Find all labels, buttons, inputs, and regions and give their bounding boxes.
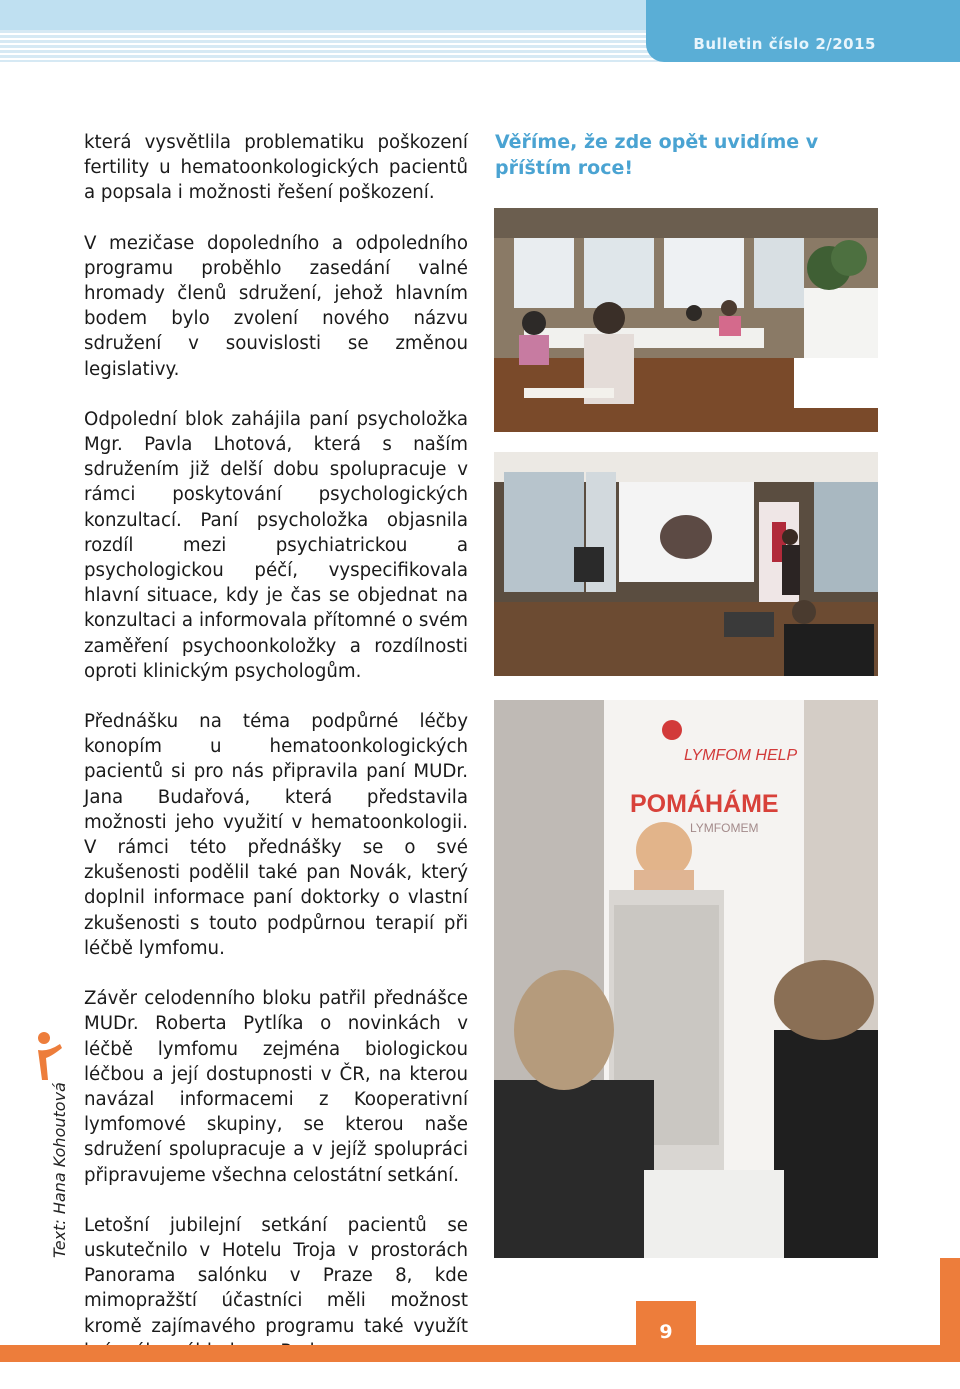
- photo-lecture-projector: [494, 452, 878, 676]
- banner-logo-text: LYMFOM HELP: [684, 747, 798, 764]
- author-credit: Text: Hana Kohoutová: [50, 1082, 69, 1258]
- header-band: [0, 0, 650, 30]
- article-paragraph-4: Přednášku na téma podpůrné léčby konopím u hematoonkologických pacientů si pro nás připravila paní MUDr. Jana Budařová, která představila možnosti jeho využití v hematoonkologii. V rámci této přednášky se o své zkušenosti podělil také pan Novák, který doplnil informace paní doktorky o vlastní zkušenosti s touto podpůrnou terapií při léčbě lymfomu.: [84, 711, 468, 959]
- article-paragraph-1: která vysvětlila problematiku poškození fertility u hematoonkologických pacientů a popsala i možnosti řešení poškození.: [84, 132, 468, 204]
- article-paragraph-2: V mezičase dopoledního a odpoledního programu proběhlo zasedání valné hromady členů sdružení, jehož hlavním bodem bylo zvolení nového názvu sdružení v souvislosti se změnou legislativy.: [84, 232, 468, 380]
- article-paragraph-5: Závěr celodenního bloku patřil přednášce MUDr. Roberta Pytlíka o novinkách v léčbě lymfomu zejména biologickou léčbou a její dostupnosti v ČR, na kterou navázal informacemi z Kooperativní lymfomové skupiny, se kterou naše sdružení spolupracuje a v jejíž spolupráci připravujeme všechna celostátní setkání.: [84, 988, 468, 1186]
- footer-bar-corner: [940, 1258, 960, 1362]
- article-paragraph-3: Odpolední blok zahájila paní psycholožka Mgr. Pavla Lhotová, která s naším sdružením již delší dobu spolupracuje v rámci poskytování psychologických konzultací. Paní psycholožka objasnila rozdíl mezi psychiatrickou a psychologickou péčí, vyspecifikovala hlavní situace, kdy je čas se objednat na konzultaci a informovala přítomné o svém zaměření psychoonkoložky a rozdílnosti oproti klinickým psychologům.: [84, 408, 468, 682]
- article-text-column: [84, 130, 468, 1389]
- bulletin-issue-label: Bulletin číslo 2/2015: [646, 0, 960, 62]
- photo-speaker-banner: [494, 700, 878, 1258]
- closing-headline: Věříme, že zde opět uvidíme v příštím roce!: [495, 131, 819, 179]
- banner-subtext: LYMFOMEM: [690, 821, 759, 835]
- photo-meeting-room: [494, 208, 878, 432]
- page-number: 9: [636, 1298, 696, 1362]
- banner-heading-text: POMÁHÁME: [630, 790, 779, 818]
- person-logo-icon: [34, 1030, 64, 1090]
- article-paragraph-6: Letošní jubilejní setkání pacientů se uskutečnilo v Hotelu Troja v prostorách Panorama salónku v Praze 8, kde mimopražští účastníci měli možnost kromě zajímavého programu také využít: [84, 1214, 468, 1337]
- footer-bar: [0, 1345, 960, 1362]
